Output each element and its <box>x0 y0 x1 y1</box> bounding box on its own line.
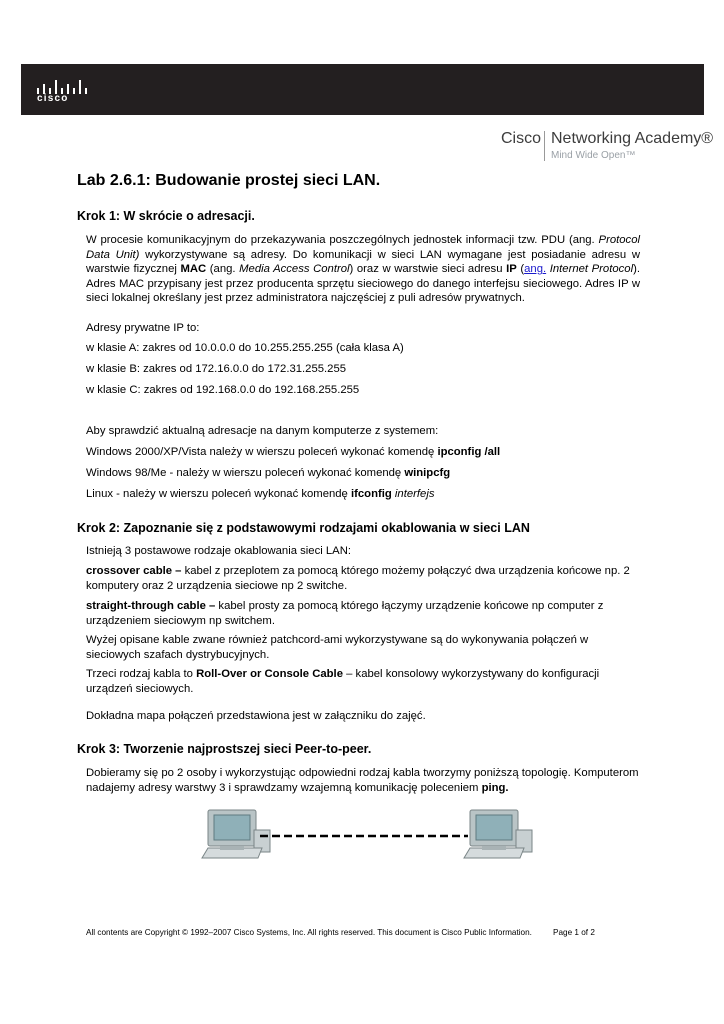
class-a-range: w klasie A: zakres od 10.0.0.0 do 10.255.255.255 (cała klasa A) <box>86 342 404 354</box>
class-c-range: w klasie C: zakres od 192.168.0.0 do 192.168.255.255 <box>86 384 360 396</box>
academy-tagline: Mind Wide Open™ <box>551 150 636 161</box>
step1-heading: Krok 1: W skrócie o adresacji. <box>77 209 255 223</box>
map-note: Dokładna mapa połączeń przedstawiona jest w załączniku do zajęć. <box>86 710 426 722</box>
academy-name: Networking Academy® <box>551 130 714 147</box>
copyright-text: All contents are Copyright © 1992–2007 Cisco Systems, Inc. All rights reserved. This document is Cisco Public Information. <box>86 928 532 937</box>
page-number: Page 1 of 2 <box>553 928 595 937</box>
rollover-cable-desc: Trzeci rodzaj kabla to Roll-Over or Console Cable – kabel konsolowy wykorzystywany do konfiguracji urządzeń sieciowych. <box>86 668 600 695</box>
patchcord-note: Wyżej opisane kable zwane również patchcord-ami wykorzystywane są do wykonywania połączeń w sieciowych szafach dystrybucyjnych. <box>86 634 589 661</box>
cisco-logo-text: cisco <box>37 93 69 104</box>
header-banner <box>21 64 704 115</box>
link-ang[interactable]: ang. <box>524 263 547 276</box>
linux-command: Linux - należy w wierszu poleceń wykonać komendę ifconfig interfejs <box>86 488 435 500</box>
networking-academy-logo <box>501 130 714 162</box>
windows-9x-command: Windows 98/Me - należy w wierszu poleceń wykonać komendę winipcfg <box>86 467 451 479</box>
page-title: Lab 2.6.1: Budowanie prostej sieci LAN. <box>77 172 381 189</box>
check-intro: Aby sprawdzić aktualną adresacje na danym komputerze z systemem: <box>86 425 439 437</box>
computer-right-icon <box>464 810 532 858</box>
step2-heading: Krok 2: Zapoznanie się z podstawowymi rodzajami okablowania w sieci LAN <box>77 521 530 535</box>
class-b-range: w klasie B: zakres od 172.16.0.0 do 172.31.255.255 <box>86 363 347 375</box>
straight-through-cable-desc: straight-through cable – kabel prosty za pomocą którego łączymy urządzenie końcowe np computer z urządzeniem sieciowym np switchem. <box>86 600 604 627</box>
peer-to-peer-diagram <box>200 800 540 872</box>
step1-intro: W procesie komunikacyjnym do przekazywania poszczególnych jednostek informacji tzw. PDU (ang. Protocol Data Unit) wykorzystywane są adresy. Do komunikacji w sieci LAN wymagane jest posiadanie adresu w warstwie fizycznej MAC (ang. Media Access Control) oraz w warstwie sieci adresu IP (ang. Internet Protocol). Adres MAC przypisany jest przez producenta sprzętu sieciowego do danego interfejsu sieciowego. Adres IP w sieci lokalnej określany jest przez administratora najczęściej z puli adresów prywatnych. <box>86 234 640 305</box>
step3-text: Dobieramy się po 2 osoby i wykorzystując odpowiedni rodzaj kabla tworzymy poniższą topologię. Komputerom nadajemy adresy warstwy 3 i sprawdzamy wzajemną komunikację poleceniem ping. <box>86 767 639 794</box>
page-footer <box>86 928 595 937</box>
step3-heading: Krok 3: Tworzenie najprostszej sieci Peer-to-peer. <box>77 742 372 756</box>
academy-divider <box>544 131 545 161</box>
academy-brand: Cisco <box>501 130 542 147</box>
crossover-cable-desc: crossover cable – kabel z przeplotem za pomocą którego możemy połączyć dwa urządzenia końcowe np. 2 komputery oraz 2 urządzenia sieciowe np 2 switche. <box>86 565 630 592</box>
windows-nt-command: Windows 2000/XP/Vista należy w wierszu poleceń wykonać komendę ipconfig /all <box>86 446 501 458</box>
cabling-intro: Istnieją 3 postawowe rodzaje okablowania sieci LAN: <box>86 545 351 557</box>
private-label: Adresy prywatne IP to: <box>86 322 200 334</box>
computer-left-icon <box>202 810 270 858</box>
